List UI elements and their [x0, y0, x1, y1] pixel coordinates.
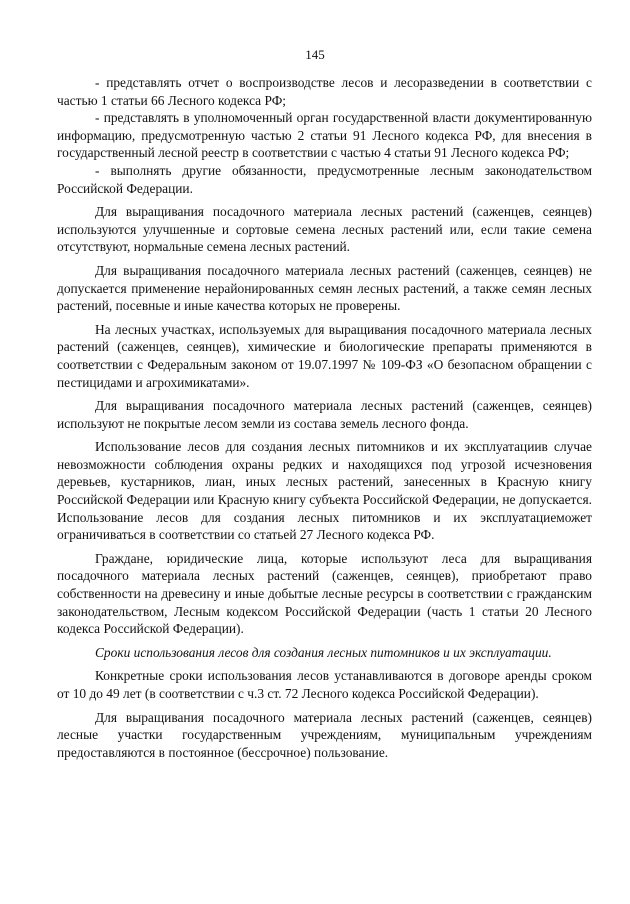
- paragraph-nursery-restrictions: Использование лесов для создания лесных питомников и их эксплуатациив случае невозможности соблюдения охраны редких и находящихся под угрозой исчезновения деревьев, кустарников, лиан, иных лесных растений, занесенных в Красную книгу Российской Федерации или Красную книгу субъекта Российской Федерации, не допускается. Использование лесов для создания лесных питомников и их эксплуатациеможет ограничиваться в соответствии со статьей 27 Лесного кодекса РФ.: [57, 439, 592, 543]
- paragraph-non-zoned-seeds: Для выращивания посадочного материала лесных растений (саженцев, сеянцев) не допускается применение нерайонированных семян лесных растений, а также семян лесных растений, посевные и иные качества которых не проверены.: [57, 262, 592, 314]
- paragraph-report-reforestation: - представлять отчет о воспроизводстве лесов и лесоразведении в соответствии с частью 1 статьи 66 Лесного кодекса РФ;: [57, 75, 592, 108]
- document-body: [57, 74, 592, 761]
- paragraph-non-forested-lands: Для выращивания посадочного материала лесных растений (саженцев, сеянцев) используют не покрытые лесом земли из состава земель лесного фонда.: [57, 398, 592, 431]
- section-heading-usage-terms: Сроки использования лесов для создания лесных питомников и их эксплуатации.: [95, 644, 552, 660]
- paragraph-lease-terms: Конкретные сроки использования лесов устанавливаются в договоре аренды сроком от 10 до 49 лет (в соответствии с ч.3 ст. 72 Лесного кодекса Российской Федерации).: [57, 668, 592, 701]
- paragraph-improved-seeds: Для выращивания посадочного материала лесных растений (саженцев, сеянцев) используются улучшенные и сортовые семена лесных растений или, если такие семена отсутствуют, нормальные семена лесных растений.: [57, 204, 592, 255]
- page-number: 145: [305, 47, 325, 62]
- paragraph-permanent-use: Для выращивания посадочного материала лесных растений (саженцев, сеянцев) лесные участки государственным учреждениям, муниципальным учреждениям предоставляются в постоянное (бессрочное) пользование.: [57, 709, 592, 760]
- paragraph-chemical-preparations: На лесных участках, используемых для выращивания посадочного материала лесных растений (саженцев, сеянцев), химические и биологические препараты применяются в соответствии с Федеральным законом от 19.07.1997 № 109-ФЗ «О безопасном обращении с пестицидами и агрохимикатами».: [57, 321, 592, 390]
- paragraph-ownership-rights: Граждане, юридические лица, которые используют леса для выращивания посадочного материала лесных растений (саженцев, сеянцев), приобретают право собственности на древесину и иные добытые лесные ресурсы в соответствии с гражданским законодательством, Лесным кодексом Российской Федерации (часть 1 статьи 20 Лесного кодекса Российской Федерации).: [57, 550, 592, 637]
- paragraph-submit-information: - представлять в уполномоченный орган государственной власти документированную информацию, предусмотренную частью 2 статьи 91 Лесного кодекса РФ, для внесения в государственный лесной реестр в соответствии с частью 4 статьи 91 Лесного кодекса РФ;: [57, 110, 592, 161]
- paragraph-other-duties: - выполнять другие обязанности, предусмотренные лесным законодательством Российской Федерации.: [57, 162, 592, 196]
